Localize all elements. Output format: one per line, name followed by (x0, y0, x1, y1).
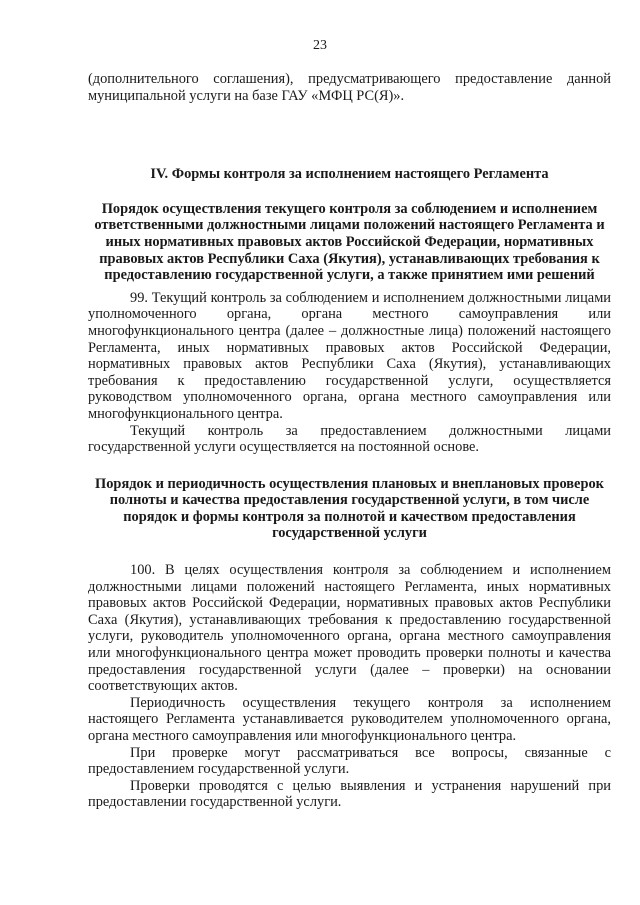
section-title: IV. Формы контроля за исполнением настоящего Регламента (150, 166, 549, 183)
paragraph-purpose: Проверки проводятся с целью выявления и устранения нарушений при предоставлении государственной услуги. (88, 777, 611, 811)
subsection-title-inspections: Порядок и периодичность осуществления плановых и внеплановых проверок полноты и качества предоставления государственной услуги, в том числе порядок и формы контроля за полнотой и качеством предоставления государственной услуги (95, 475, 604, 542)
paragraph-questions: При проверке могут рассматриваться все вопросы, связанные с предоставлением государственной услуги. (88, 744, 611, 778)
page-number: 23 (313, 38, 327, 53)
document-body (88, 71, 611, 811)
paragraph-99-continuation: Текущий контроль за предоставлением должностными лицами государственной услуги осуществляется на постоянной основе. (88, 422, 611, 456)
paragraph-100: 100. В целях осуществления контроля за соблюдением и исполнением должностными лицами положений настоящего Регламента, иных нормативных правовых актов Российской Федерации, нормативных правовых актов Республики Саха (Якутия), устанавливающих требования к предоставлению государственной услуги, руководитель уполномоченного органа, органа местного самоуправления или многофункционального центра может проводить проверки полноты и качества предоставления государственной услуги (далее – проверки) на основании соответствующих актов. (88, 562, 611, 695)
intro-paragraph: (дополнительного соглашения), предусматривающего предоставление данной муниципальной услуги на базе ГАУ «МФЦ РС(Я)». (88, 71, 611, 104)
paragraph-periodicity: Периодичность осуществления текущего контроля за исполнением настоящего Регламента устанавливается руководителем уполномоченного органа, органа местного самоуправления или многофункционального центра. (88, 694, 611, 744)
paragraph-99: 99. Текущий контроль за соблюдением и исполнением должностными лицами уполномоченного органа, органа местного самоуправления или многофункционального центра (далее – должностные лица) положений настоящего Регламента, иных нормативных правовых актов Российской Федерации, нормативных правовых актов Республики Саха (Якутия), устанавливающих требования к предоставлению государственной услуги, осуществляется руководством уполномоченного органа, органа местного самоуправления или многофункционального центра. (88, 289, 611, 422)
subsection-title-current-control: Порядок осуществления текущего контроля за соблюдением и исполнением ответственными должностными лицами положений настоящего Регламента и иных нормативных правовых актов Российской Федерации, нормативных правовых актов Республики Саха (Якутия), устанавливающих требования к предоставлению государственной услуги, а также принятием ими решений (94, 200, 605, 284)
